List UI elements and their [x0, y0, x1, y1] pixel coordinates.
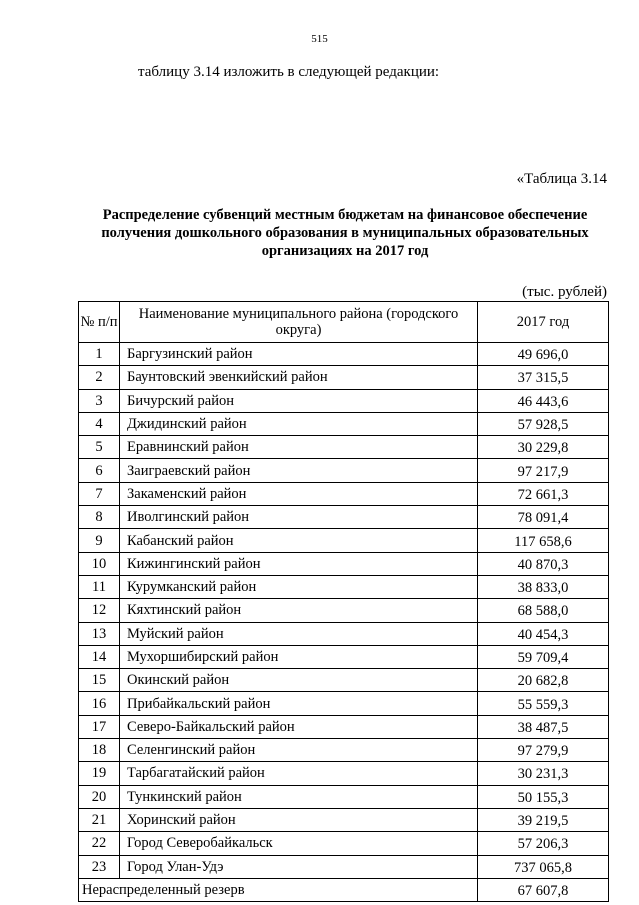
row-number: 15 — [79, 669, 120, 692]
row-number: 9 — [79, 529, 120, 552]
district-name: Бичурский район — [120, 389, 478, 412]
district-name: Хоринский район — [120, 808, 478, 831]
row-number: 14 — [79, 645, 120, 668]
table-row — [79, 692, 609, 715]
amount-value: 72 661,3 — [478, 482, 609, 505]
amount-value: 59 709,4 — [478, 645, 609, 668]
table-row — [79, 389, 609, 412]
table-row — [79, 808, 609, 831]
amount-value: 97 279,9 — [478, 739, 609, 762]
table-row — [79, 412, 609, 435]
amount-value: 20 682,8 — [478, 669, 609, 692]
table-row — [79, 739, 609, 762]
table-row — [79, 622, 609, 645]
table-row — [79, 552, 609, 575]
table-row — [79, 482, 609, 505]
district-name: Иволгинский район — [120, 506, 478, 529]
district-name: Кяхтинский район — [120, 599, 478, 622]
table-row — [79, 343, 609, 366]
header-name: Наименование муниципального района (городского округа) — [120, 302, 478, 343]
district-name: Тункинский район — [120, 785, 478, 808]
district-name: Тарбагатайский район — [120, 762, 478, 785]
row-number: 17 — [79, 715, 120, 738]
district-name: Город Северобайкальск — [120, 832, 478, 855]
amount-value: 57 206,3 — [478, 832, 609, 855]
row-number: 19 — [79, 762, 120, 785]
table-header-row — [79, 302, 609, 343]
district-name: Муйский район — [120, 622, 478, 645]
row-number: 10 — [79, 552, 120, 575]
page-number: 515 — [311, 33, 328, 45]
amount-value: 49 696,0 — [478, 343, 609, 366]
district-name: Джидинский район — [120, 412, 478, 435]
amount-value: 46 443,6 — [478, 389, 609, 412]
row-number: 23 — [79, 855, 120, 878]
amount-value: 50 155,3 — [478, 785, 609, 808]
row-number: 4 — [79, 412, 120, 435]
amount-value: 40 454,3 — [478, 622, 609, 645]
amount-value: 39 219,5 — [478, 808, 609, 831]
row-number: 7 — [79, 482, 120, 505]
district-name: Мухоршибирский район — [120, 645, 478, 668]
table-row — [79, 855, 609, 878]
table-row — [79, 785, 609, 808]
table-row — [79, 575, 609, 598]
table-row — [79, 762, 609, 785]
district-name: Заиграевский район — [120, 459, 478, 482]
amount-value: 117 658,6 — [478, 529, 609, 552]
table-row — [79, 436, 609, 459]
amount-value: 68 588,0 — [478, 599, 609, 622]
amount-value: 30 231,3 — [478, 762, 609, 785]
row-number: 18 — [79, 739, 120, 762]
total-row — [79, 878, 609, 901]
row-number: 16 — [79, 692, 120, 715]
unit-label: (тыс. рублей) — [522, 284, 607, 300]
amount-value: 30 229,8 — [478, 436, 609, 459]
district-name: Кижингинский район — [120, 552, 478, 575]
table-reference: «Таблица 3.14 — [516, 171, 607, 187]
row-number: 5 — [79, 436, 120, 459]
district-name: Северо-Байкальский район — [120, 715, 478, 738]
district-name: Закаменский район — [120, 482, 478, 505]
table-row — [79, 459, 609, 482]
district-name: Кабанский район — [120, 529, 478, 552]
intro-text: таблицу 3.14 изложить в следующей редакции: — [138, 64, 440, 80]
row-number: 22 — [79, 832, 120, 855]
amount-value: 57 928,5 — [478, 412, 609, 435]
budget-table — [78, 301, 609, 902]
district-name: Город Улан-Удэ — [120, 855, 478, 878]
table-row — [79, 669, 609, 692]
district-name: Еравнинский район — [120, 436, 478, 459]
table-row — [79, 599, 609, 622]
district-name: Селенгинский район — [120, 739, 478, 762]
row-number: 21 — [79, 808, 120, 831]
header-value: 2017 год — [478, 302, 609, 343]
reserve-label: Нераспределенный резерв — [79, 878, 478, 901]
reserve-value: 67 607,8 — [478, 878, 609, 901]
table-row — [79, 832, 609, 855]
district-name: Баргузинский район — [120, 343, 478, 366]
district-name: Курумканский район — [120, 575, 478, 598]
row-number: 13 — [79, 622, 120, 645]
amount-value: 737 065,8 — [478, 855, 609, 878]
row-number: 2 — [79, 366, 120, 389]
district-name: Окинский район — [120, 669, 478, 692]
table-row — [79, 529, 609, 552]
amount-value: 38 833,0 — [478, 575, 609, 598]
amount-value: 38 487,5 — [478, 715, 609, 738]
header-num: № п/п — [79, 302, 120, 343]
district-name: Прибайкальский район — [120, 692, 478, 715]
table-row — [79, 506, 609, 529]
amount-value: 37 315,5 — [478, 366, 609, 389]
table-row — [79, 366, 609, 389]
amount-value: 97 217,9 — [478, 459, 609, 482]
row-number: 1 — [79, 343, 120, 366]
row-number: 12 — [79, 599, 120, 622]
table-body — [79, 343, 609, 902]
amount-value: 78 091,4 — [478, 506, 609, 529]
row-number: 11 — [79, 575, 120, 598]
row-number: 20 — [79, 785, 120, 808]
row-number: 3 — [79, 389, 120, 412]
row-number: 6 — [79, 459, 120, 482]
district-name: Баунтовский эвенкийский район — [120, 366, 478, 389]
table-row — [79, 715, 609, 738]
amount-value: 40 870,3 — [478, 552, 609, 575]
amount-value: 55 559,3 — [478, 692, 609, 715]
table-row — [79, 645, 609, 668]
row-number: 8 — [79, 506, 120, 529]
table-title: Распределение субвенций местным бюджетам на финансовое обеспечение получения дошкольного образования в муниципальных образовательных организациях на 2017 год — [101, 207, 589, 259]
